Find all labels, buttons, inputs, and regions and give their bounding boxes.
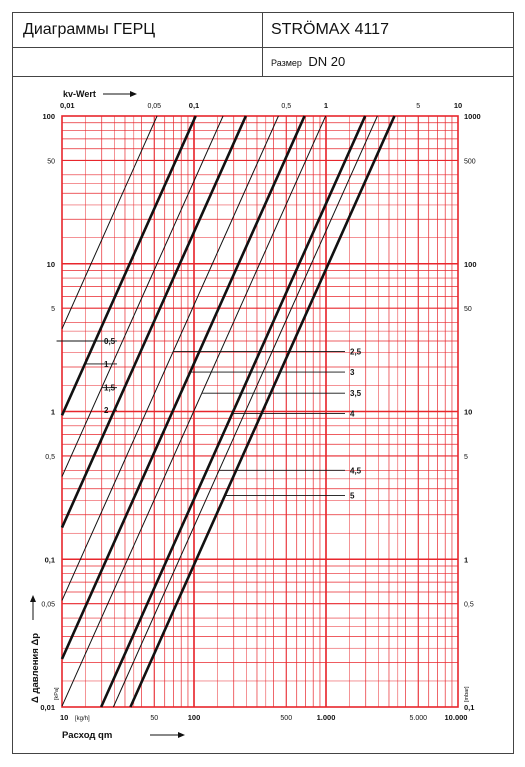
y-axis-arrowhead [30,595,36,602]
annotation-label: 5 [350,491,355,501]
annotation-label: 2,5 [350,347,362,357]
kv-tick-label: 0,5 [281,103,292,110]
y-tick-label-left: 0,1 [44,555,55,565]
y-tick-label-right: 10 [464,407,473,417]
x-axis-title: Расход qm [62,730,113,741]
x-tick-label: 10 [60,713,69,722]
y-tick-label-right: 500 [464,158,476,166]
x-tick-label: 5.000 [409,715,428,722]
y-tick-label-right: 5 [464,453,468,461]
annotation-label: 1 [104,359,109,369]
y-tick-label-right: 1000 [464,112,481,121]
y-tick-label-left: 5 [51,306,55,314]
x-tick-label: 100 [187,713,201,722]
series-line [62,116,305,659]
y-axis-title: Δ давления Δp [30,632,41,703]
x-unit-label: [kg/h] [75,716,90,722]
page-title: Диаграммы ГЕРЦ [23,21,156,38]
kv-tick-label: 0,05 [147,103,162,110]
y-tick-label-left: 1 [50,407,55,417]
x-tick-label: 10.000 [444,713,468,722]
kv-tick-label: 0,1 [188,101,200,110]
y-unit-left: [kPa] [54,687,60,700]
x-tick-label: 500 [280,715,293,722]
x-tick-label: 1.000 [316,713,336,722]
annotation-label: 4 [350,409,355,419]
annotation-label: 3 [350,368,355,378]
size-label: Размер [271,58,302,68]
x-axis-arrowhead [178,732,185,738]
y-unit-right: [mbar] [464,686,470,702]
annotation-label: 2 [104,406,109,416]
y-tick-label-left: 50 [47,158,55,166]
annotation-label: 3,5 [350,389,362,399]
y-tick-label-right: 0,1 [464,703,475,712]
kv-axis-label: kv-Wert [63,89,96,99]
kv-tick-label: 5 [416,103,421,110]
series-line [62,116,157,329]
size-value: DN 20 [308,54,346,69]
y-tick-label-right: 0,5 [464,601,474,609]
kv-axis-arrowhead [130,91,137,97]
product-name: STRÖMAX 4117 [271,21,389,38]
y-tick-label-left: 10 [46,259,55,269]
y-tick-label-left: 100 [42,112,55,121]
annotation-label: 0,5 [104,337,116,347]
kv-tick-label: 1 [323,101,329,110]
y-tick-label-right: 50 [464,306,472,314]
kv-tick-label: 10 [453,101,463,110]
y-tick-label-left: 0,05 [41,601,55,609]
series-line [62,116,278,600]
y-tick-label-right: 100 [464,259,477,269]
y-tick-label-left: 0,01 [40,703,55,712]
annotation-label: 4,5 [350,466,362,476]
x-tick-label: 50 [150,715,159,722]
y-tick-label-left: 0,5 [45,453,55,461]
annotation-label: 1,5 [104,383,116,393]
y-tick-label-right: 1 [464,555,469,565]
kv-tick-label: 0,01 [60,101,75,110]
